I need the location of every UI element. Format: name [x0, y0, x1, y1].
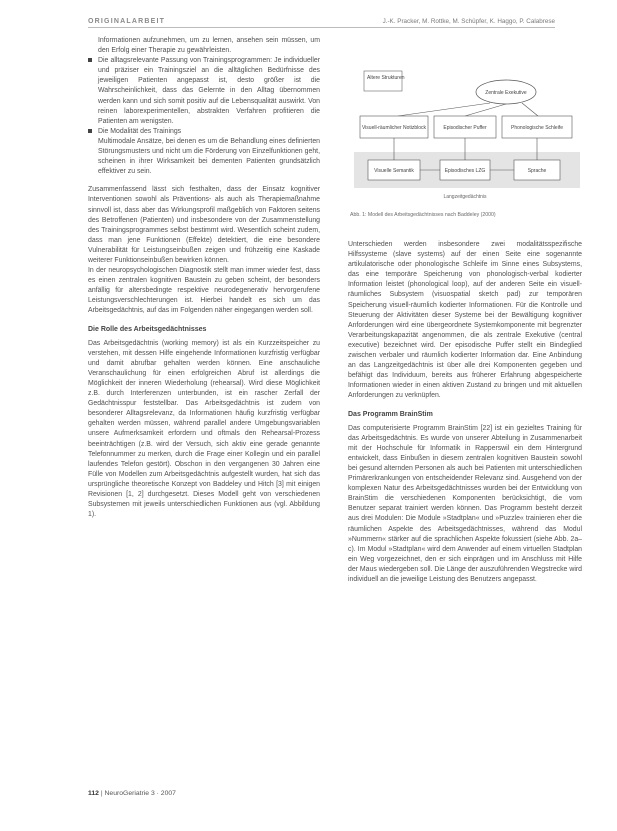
page-footer: [88, 790, 176, 797]
arrow-line: [522, 103, 538, 116]
box-episodic-buffer-label: Episodischer Puffer: [443, 125, 487, 131]
paragraph: Das computerisierte Programm BrainStim [22] ist ein gezieltes Training für das Arbeitsgedächtnis. Es wurde von unserer Abteilung in Zusammenarbeit mit der Hochschule für Informatik in Rapperswil ein dem Hintergrund entwickelt, dass Einbußen in diesem zentralen kognitiven Baustein sowohl bei gesund alternden Personen als auch bei Patienten mit unterschiedlichen Primärerkrankungen von entscheidender Relevanz sind. Ausgehend von der komplexen Natur des Arbeitsgedächtnisses wurden bei der Entwicklung von BrainStim die verschiedenen Komponenten berücksichtigt, die vom Benutzer separat trainiert werden können. Das Programm besteht derzeit aus drei Modulen: Die Module »Stadtplan« und »Puzzle« trainieren eher die räumlichen Aspekte des Arbeitsgedächtnisses, während das Modul »Nummern« stärker auf die sprachlichen Aspekte fokussiert (siehe Abb. 2a–c). Im Modul »Stadtplan« wird dem Anwender auf einem virtuellen Stadtplan ein Weg vorgezeichnet, den er sich einprägen und im Anschluss mit Hilfe der Maus wiedergeben soll. Die Länge der auszuführenden Wegstrecke wird individuell an die jeweilige Leistung des Benutzers angepasst.: [348, 424, 582, 583]
box-episodic-ltm-label: Episodisches LZG: [444, 168, 486, 174]
section-heading: Das Programm BrainStim: [348, 410, 433, 418]
header-divider: [88, 27, 555, 28]
paragraph: Zusammenfassend lässt sich festhalten, dass der Einsatz kognitiver Interventionen sowohl als Präventions- als auch als Therapiemaßnahme sinnvoll ist, dass aber das Wirkungsprofil maßgeblich von Faktoren seitens des Betroffenen (Patienten) und insbesondere von der Zusammenstellung des Trainingsprogrammes selbst bestimmt wird. Wesentlich scheint zudem, dass man jene Funktionen (Effekte) detektiert, die eine besondere Vulnerabilität für Leistungseinbußen zeigen und frühzeitig eine Kaskade weiterer Funktionseinbußen bewirken können.: [88, 186, 320, 264]
model-diagram: [350, 68, 582, 213]
central-executive-label: Zentrale Exekutive: [485, 90, 527, 96]
bullet-text: Die alltagsrelevante Passung von Trainingsprogrammen: Je individueller und präziser ein Trainingsziel an die alltäglichen Bedürfnisse des jeweiligen Patienten angepasst ist, desto größer ist die Wahrscheinlichkeit, dass das Gelernte in den Alltag übernommen werden kann und sich somit positiv auf die Lebensqualität auswirkt. Von reinen laborexperimentellen, abstrakten Verfahren profitieren die Patienten am wenigsten.: [98, 57, 320, 125]
author-line: J.-K. Pracker, M. Rottke, M. Schüpfer, K. Haggo, P. Calabrese: [382, 18, 555, 25]
box-language-label: Sprache: [527, 168, 547, 174]
box-visual-semantics-label: Visuelle Semantik: [374, 168, 414, 174]
ltm-label: Langzeitgedächtnis: [443, 194, 487, 200]
box-visuospatial-label: Visuell-räumlicher Notizblock: [361, 125, 427, 131]
paragraph: Das Arbeitsgedächtnis (working memory) ist als ein Kurzzeitspeicher zu verstehen, mit dessen Hilfe eingehende Informationen kurzfristig verfügbar und damit abrufbar gehalten werden können. Eine anschauliche Veranschaulichung für einen erfolgreichen Abruf ist allerdings die Möglichkeit der inneren Wiederholung (rehearsal). Wird diese Möglichkeit z.B. durch Interferenzen unterbunden, ist ein rascher Zerfall der Gedächtnisspur feststellbar. Das Arbeitsgedächtnis ist zudem von besonderer Alltagsrelevanz, da Informationen häufig kurzfristig verfügbar gehalten werden müssen, während parallel andere Umgebungsvariablen unsere Aufmerksamkeit erfordern und oftmals den Rehearsal-Prozess beeinträchtigen (z.B. wird der Versuch, sich aktiv eine gerade genannte Telefonnummer zu merken, durch die Frage einer Kollegin und ein parallel laufendes Telefon gestört). Obschon in den vergangenen 30 Jahren eine Fülle von Modellen zum Arbeitsgedächtnis aufgestellt wurden, hat sich das ursprüngliche theoretische Konzept von Baddeley und Hitch [3] mit einigen Revisionen [1, 2] durchgesetzt. Dieses Modell geht von verschiedenen Subsystemen mit jeweils unterschiedlichen Funktionen aus (vgl. Abbildung 1).: [88, 339, 320, 519]
page-header: [0, 0, 617, 26]
bullet-square-icon: [88, 129, 92, 133]
left-column: [88, 36, 320, 520]
page-number: 112: [88, 790, 99, 797]
bullet-title: Die Modalität des Trainings: [98, 127, 182, 135]
paragraph: In der neuropsychologischen Diagnostik stellt man immer wieder fest, dass es einen zentralen kognitiven Baustein zu geben scheint, der besonders anfällig für altersbedingte respektive neurodegenerativ hervorgerufene Leistungsverschlechterungen ist. Hierbei handelt es sich um das Arbeitsgedächtnis, auf das im Folgenden näher eingegangen werden soll.: [88, 267, 320, 315]
section-heading: Die Rolle des Arbeitsgedächtnisses: [88, 325, 207, 333]
figure-working-memory-model: [350, 68, 582, 213]
paragraph: Unterschieden werden insbesondere zwei modalitätsspezifische Hilfssysteme (slave systems) auf der einen Seite eine sogenannte artikulatorische oder phonologische Schleife im Sinne eines Subsystems, das eine temporäre Speicherung von phonologisch-verbal kodierter Information leistet (phonological loop), auf der anderen Seite ein visuell-räumliches Subsystem (visuospatial sketch pad) zur temporären Speicherung visuell-räumlich kodierter Informationen. Für die Kontrolle und Steuerung der Aktivitäten dieser Systeme bei der Bewältigung kognitiver Anforderungen wird eine übergeordnete Systemkomponente mit begrenzter Verarbeitungskapazität angenommen, die als zentrale Exekutive (central executive) bezeichnet wird. Der episodische Puffer stellt ein Bindeglied zwischen verbaler und räumlich kodierter Information dar. Eine Anbindung an das Langzeitgedächtnis ist über alle drei Komponenten gegeben und befähigt das Individuum, bereits aus früherer Erfahrung abgespeicherte Informationen wieder in einen aktiven Zustand zu bringen und mit aktuellen Anforderungen zu verknüpfen.: [348, 241, 582, 400]
bullet-item-modalitaet: [88, 127, 320, 177]
journal-name: NeuroGeriatrie 3 · 2007: [104, 790, 176, 797]
intro-text: Informationen aufzunehmen, um zu lernen, ansehen sein müssen, um den Erfolg einer Therapie zu gewährleisten.: [98, 37, 320, 55]
top-left-label: Altere Strukturen: [367, 75, 405, 81]
figure-caption: Abb. 1: Modell des Arbeitsgedächtnisses nach Baddeley (2000): [350, 212, 496, 218]
arrow-line: [398, 103, 490, 116]
box-phonological-loop-label: Phonologische Schleife: [511, 125, 563, 131]
right-column: [348, 240, 582, 585]
bullet-item-passung: [88, 56, 320, 127]
section-label: ORIGINALARBEIT: [88, 18, 166, 25]
top-left-label-box: [364, 71, 402, 91]
bullet-square-icon: [88, 58, 92, 62]
bullet-text: Multimodale Ansätze, bei denen es um die Behandlung eines definierten Störungsmusters und nicht um die Förderung von Einzelfunktionen geht, scheinen in ihrer Wirksamkeit bei dementen Patienten grundsätzlich effektiver zu sein.: [98, 137, 320, 176]
footer-separator: |: [100, 790, 105, 797]
